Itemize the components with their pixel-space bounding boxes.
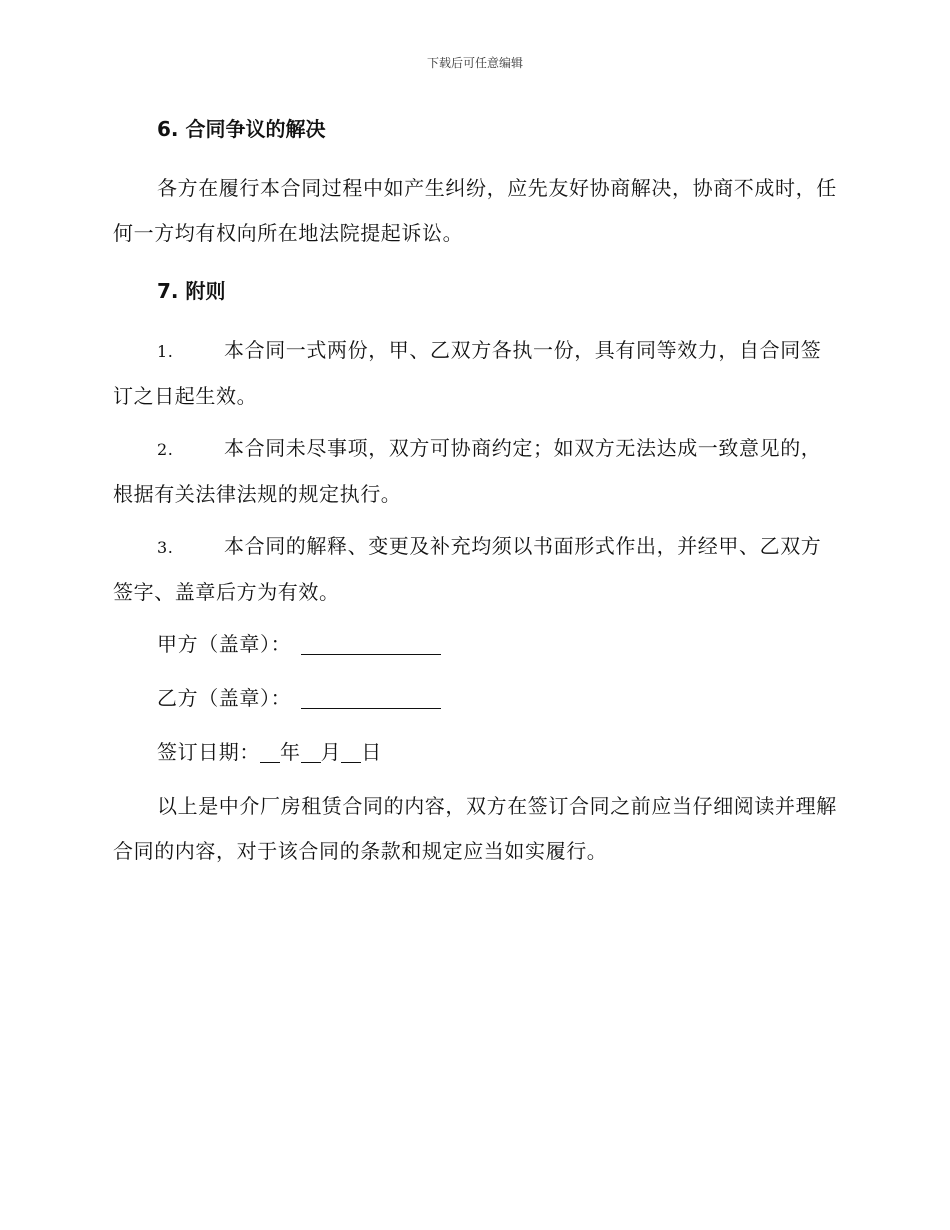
document-content bbox=[113, 112, 837, 881]
month-label: 月 bbox=[320, 740, 342, 764]
clause-text: 本合同的解释、变更及补充均须以书面形式作出，并经甲、乙双方签字、盖章后方为有效。 bbox=[113, 534, 822, 604]
party-a-label: 甲方（盖章）： bbox=[157, 632, 292, 656]
day-label: 日 bbox=[361, 740, 382, 764]
party-b-label: 乙方（盖章）： bbox=[157, 686, 292, 710]
header-note: 下载后可任意编辑 bbox=[426, 56, 523, 70]
clause-number: 3. bbox=[157, 538, 174, 557]
clause-number: 1. bbox=[157, 342, 174, 361]
clause-text: 本合同一式两份，甲、乙双方各执一份，具有同等效力，自合同签订之日起生效。 bbox=[113, 338, 822, 408]
clause-item bbox=[113, 524, 837, 615]
day-blank bbox=[341, 740, 361, 763]
party-a-signature bbox=[113, 622, 837, 667]
section-6-title: 6. 合同争议的解决 bbox=[157, 117, 326, 141]
year-label: 年 bbox=[280, 740, 301, 764]
party-b-blank bbox=[301, 684, 441, 709]
clause-text: 本合同未尽事项，双方可协商约定；如双方无法达成一致意见的，根据有关法律法规的规定执行。 bbox=[113, 436, 822, 506]
month-blank bbox=[301, 740, 321, 763]
party-b-signature bbox=[113, 676, 837, 721]
date-label: 签订日期： bbox=[157, 740, 260, 764]
clause-number: 2. bbox=[157, 440, 174, 459]
signing-date bbox=[113, 730, 837, 775]
party-a-blank bbox=[301, 630, 441, 655]
clause-item bbox=[113, 328, 837, 419]
year-blank bbox=[260, 740, 280, 763]
section-7-title: 7. 附则 bbox=[157, 279, 226, 303]
closing-paragraph: 以上是中介厂房租赁合同的内容，双方在签订合同之前应当仔细阅读并理解合同的内容，对于该合同的条款和规定应当如实履行。 bbox=[113, 794, 837, 863]
clause-item bbox=[113, 426, 837, 517]
section-6-body: 各方在履行本合同过程中如产生纠纷，应先友好协商解决，协商不成时，任何一方均有权向所在地法院提起诉讼。 bbox=[113, 176, 837, 245]
